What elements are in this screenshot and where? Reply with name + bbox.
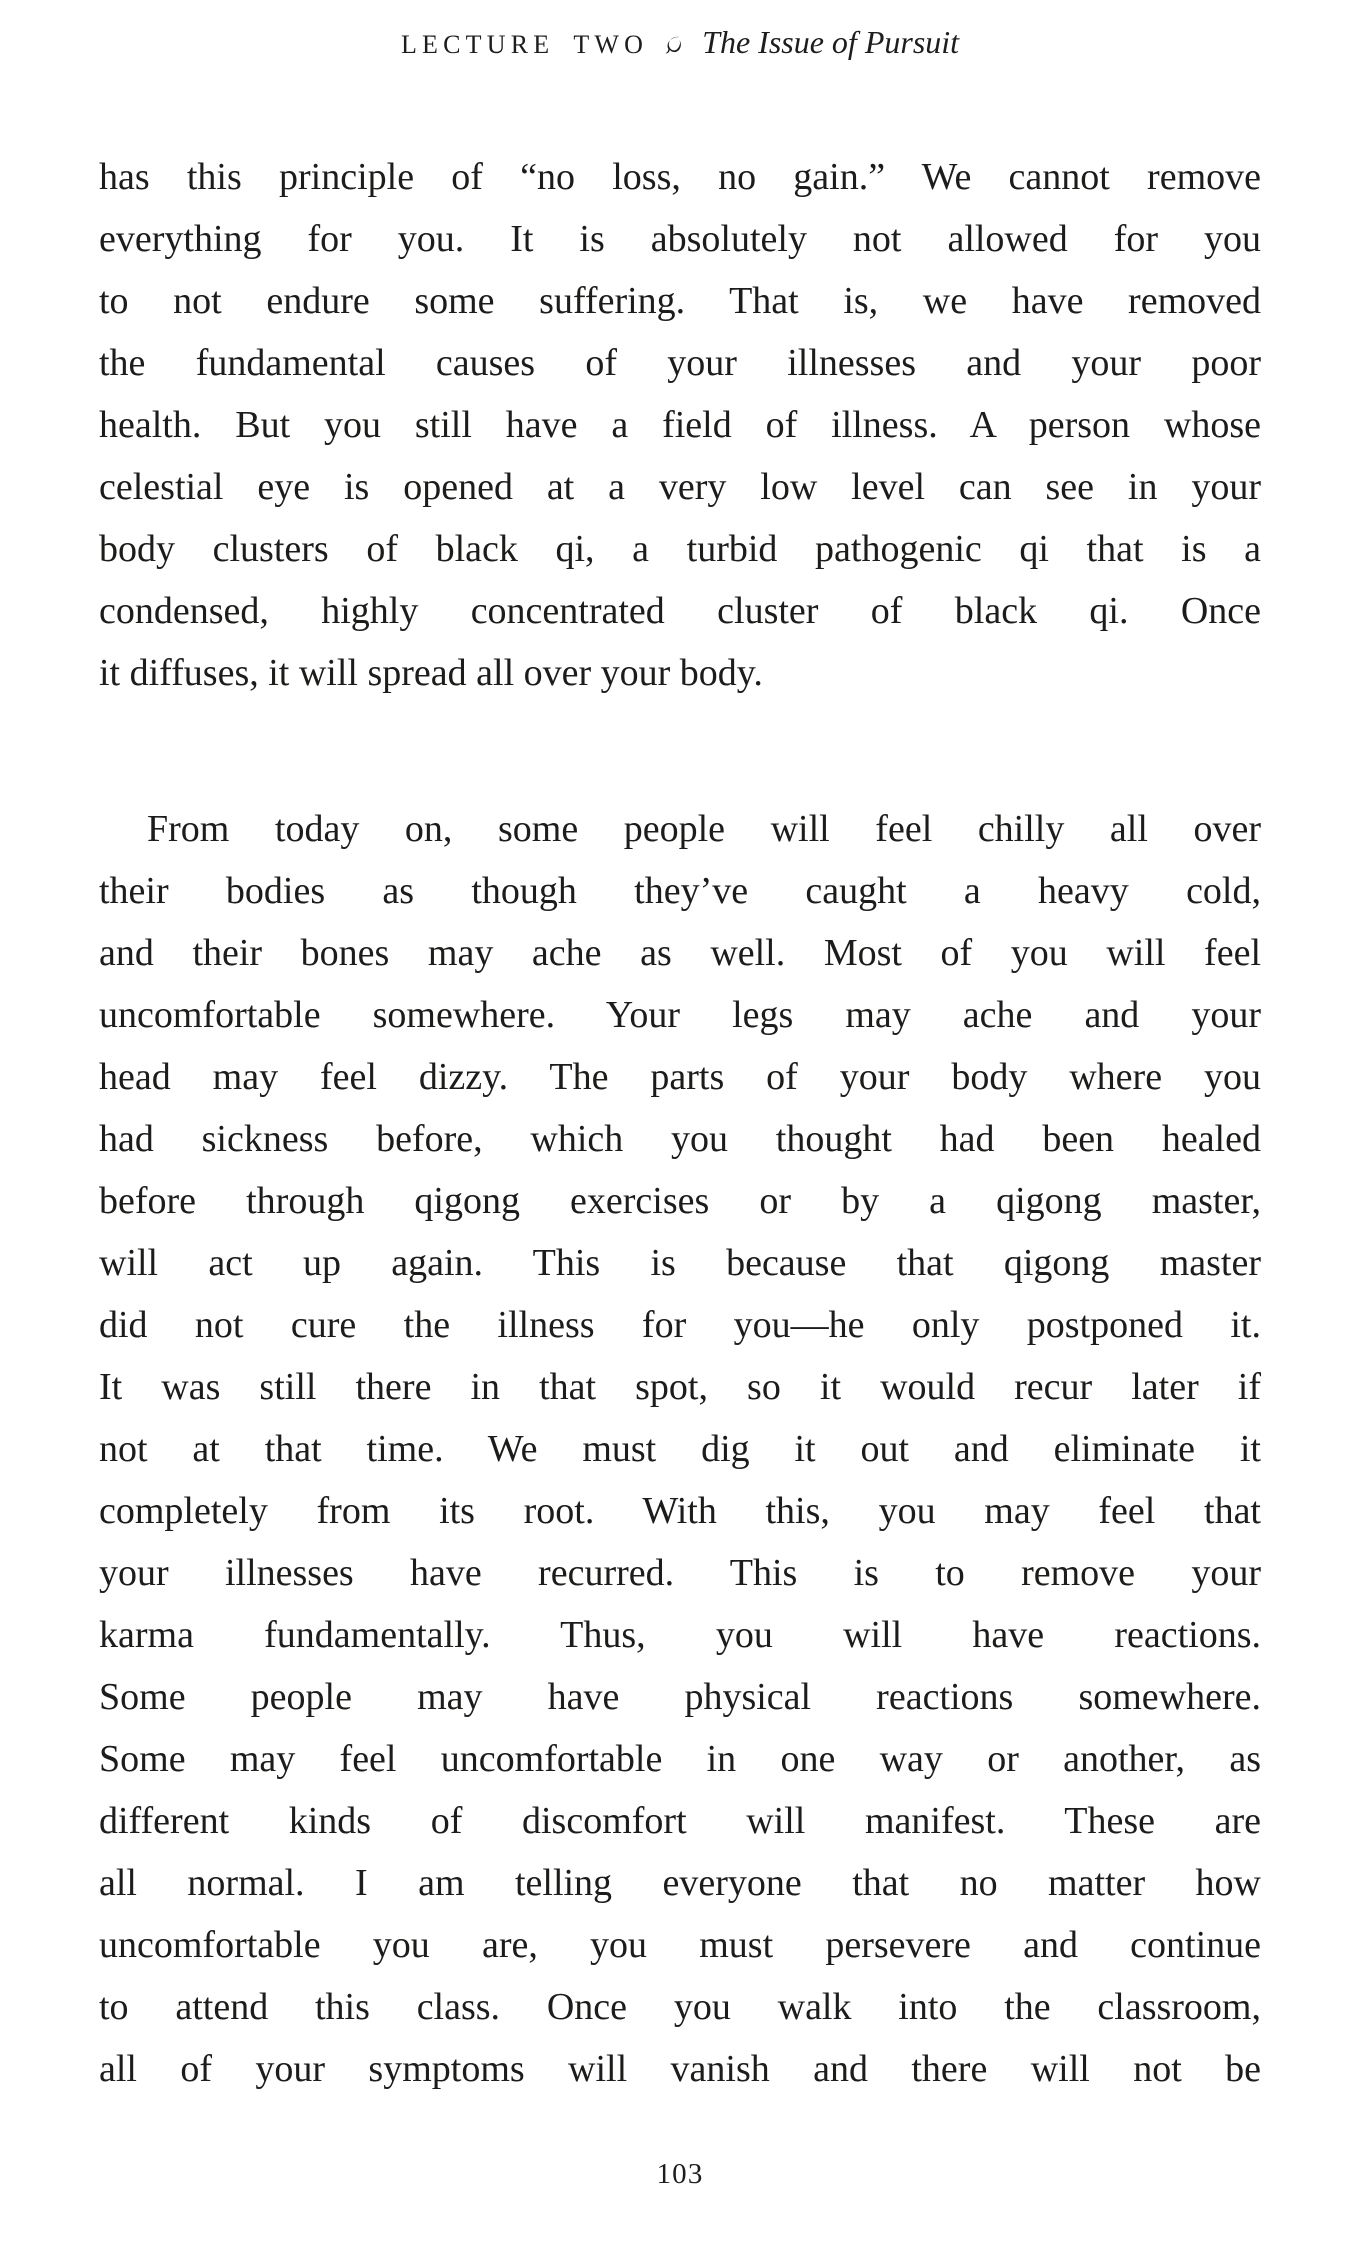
text-line: completely from its root. With this, you may feel that bbox=[99, 1490, 1261, 1532]
text-line: it diffuses, it will spread all over your body. bbox=[99, 652, 763, 694]
text-line: their bodies as though they’ve caught a heavy cold, bbox=[99, 870, 1261, 912]
text-line: celestial eye is opened at a very low level can see in your bbox=[99, 466, 1261, 508]
text-line: everything for you. It is absolutely not allowed for you bbox=[99, 218, 1261, 260]
text-line: not at that time. We must dig it out and eliminate it bbox=[99, 1428, 1261, 1470]
body-text bbox=[99, 146, 1261, 2100]
text-line: all normal. I am telling everyone that no matter how bbox=[99, 1862, 1261, 1904]
text-line: different kinds of discomfort will manifest. These are bbox=[99, 1800, 1261, 1842]
running-header bbox=[0, 24, 1360, 61]
text-line: Some may feel uncomfortable in one way or another, as bbox=[99, 1738, 1261, 1780]
text-line: uncomfortable somewhere. Your legs may ache and your bbox=[99, 994, 1261, 1036]
text-line: From today on, some people will feel chilly all over bbox=[147, 808, 1261, 850]
text-line: the fundamental causes of your illnesses and your poor bbox=[99, 342, 1261, 384]
text-line: your illnesses have recurred. This is to remove your bbox=[99, 1552, 1261, 1594]
text-line: and their bones may ache as well. Most of you will feel bbox=[99, 932, 1261, 974]
text-line: all of your symptoms will vanish and there will not be bbox=[99, 2048, 1261, 2090]
text-line: karma fundamentally. Thus, you will have reactions. bbox=[99, 1614, 1261, 1656]
paragraph-2 bbox=[99, 798, 1261, 2100]
text-line: health. But you still have a field of illness. A person whose bbox=[99, 404, 1261, 446]
paragraph-1 bbox=[99, 146, 1261, 704]
text-line: condensed, highly concentrated cluster of black qi. Once bbox=[99, 590, 1261, 632]
text-line: before through qigong exercises or by a qigong master, bbox=[99, 1180, 1261, 1222]
text-line: to attend this class. Once you walk into the classroom, bbox=[99, 1986, 1261, 2028]
chapter-title: The Issue of Pursuit bbox=[702, 24, 960, 60]
text-line: Some people may have physical reactions somewhere. bbox=[99, 1676, 1261, 1718]
text-line: body clusters of black qi, a turbid pathogenic qi that is a bbox=[99, 528, 1261, 570]
text-line: uncomfortable you are, you must persevere and continue bbox=[99, 1924, 1261, 1966]
text-line: will act up again. This is because that qigong master bbox=[99, 1242, 1261, 1284]
page-number: 103 bbox=[656, 2158, 704, 2190]
text-line: to not endure some suffering. That is, we have removed bbox=[99, 280, 1261, 322]
text-line: It was still there in that spot, so it would recur later if bbox=[99, 1366, 1261, 1408]
lecture-number-label: LECTURE TWO bbox=[400, 30, 649, 59]
text-line: has this principle of “no loss, no gain.” We cannot remove bbox=[99, 156, 1261, 198]
text-line: head may feel dizzy. The parts of your body where you bbox=[99, 1056, 1261, 1098]
text-line: had sickness before, which you thought had been healed bbox=[99, 1118, 1261, 1160]
text-line: did not cure the illness for you—he only postponed it. bbox=[99, 1304, 1261, 1346]
hedera-leaf-icon bbox=[664, 35, 686, 57]
